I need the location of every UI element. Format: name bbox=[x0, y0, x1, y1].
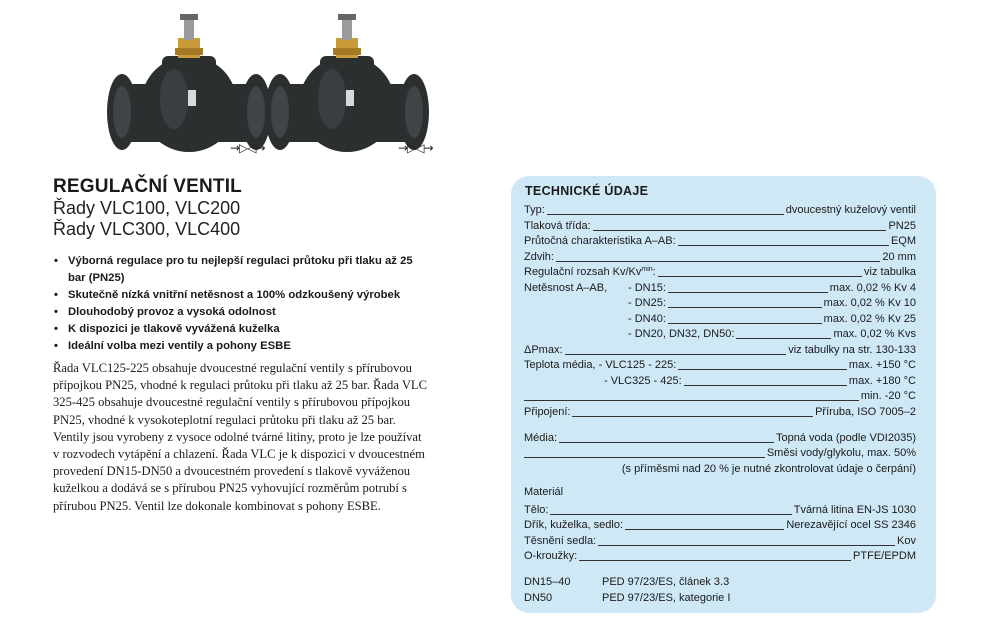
spec-row-media-2: Směsi vody/glykolu, max. 50% bbox=[524, 445, 916, 460]
spec-row-stroke: Zdvih: 20 mm bbox=[524, 251, 916, 263]
spec-row-type: Typ: dvoucestný kuželový ventil bbox=[524, 204, 916, 216]
spec-row-temp-2: - VLC325 - 425: max. +180 °C bbox=[604, 375, 916, 387]
spec-row-media-note: (s příměsmi nad 20 % je nutné zkontrolovat údaje o čerpání) bbox=[621, 463, 916, 475]
tech-title: TECHNICKÉ ÚDAJE bbox=[525, 184, 649, 198]
spec-row-temp-min: min. -20 °C bbox=[524, 388, 916, 403]
series-line: Řady VLC100, VLC200 bbox=[53, 198, 241, 218]
spec-row-pressure-class: Tlaková třída: PN25 bbox=[524, 220, 916, 232]
product-description bbox=[53, 360, 483, 515]
material-heading: Materiál bbox=[524, 486, 564, 498]
spec-row-ped-2: DN50 PED 97/23/ES, kategorie I bbox=[524, 592, 731, 604]
feature-item: • Výborná regulace pro tu nejlepší regulaci průtoku při tlaku až 25 bbox=[54, 253, 494, 270]
description-line: provedení DN15-DN50 a dvoucestném provedení s tlakově vyváženou bbox=[53, 464, 411, 479]
description-line: 325-425 obsahuje dvoucestné regulační ventily s přírubovou přípojkou bbox=[53, 395, 411, 410]
spec-row-leakage-dn15: Netěsnost A–AB, - DN15: max. 0,02 % Kv 4 bbox=[524, 282, 916, 294]
spec-row-ped-1: DN15–40 PED 97/23/ES, článek 3.3 bbox=[524, 576, 730, 588]
bullet-icon: • bbox=[54, 340, 58, 352]
description-line: přírubou PN25. Ventil lze dokonale kombinovat s pohony ESBE. bbox=[53, 498, 381, 513]
description-line: přípojkou PN25, vhodné k regulaci průtoku při tlaku až 25 bar. Řada VLC bbox=[53, 378, 428, 393]
product-title: REGULAČNÍ VENTIL bbox=[53, 176, 242, 197]
feature-item: • Ideální volba mezi ventily a pohony ESBE bbox=[54, 338, 494, 355]
description-line: v rozvodech vytápění a chlazení. Řada VLC je k dispozici v dvoucestném bbox=[53, 447, 425, 462]
description-line: kuželkou a dodává se s přírubou PN25 vyhovující rozměrům potrubí s bbox=[53, 481, 407, 496]
feature-list bbox=[54, 253, 494, 355]
spec-row-range: Regulační rozsah $Kv/Kv^{min}$: viz tabulka bbox=[524, 266, 916, 278]
bullet-icon: • bbox=[54, 323, 58, 335]
spec-row-leakage-dn25: - DN25: max. 0,02 % Kv 10 bbox=[628, 297, 916, 309]
feature-item: bar (PN25) bbox=[68, 272, 125, 284]
bullet-icon: • bbox=[54, 255, 58, 267]
flow-direction-icon: →▷◁→ bbox=[230, 141, 265, 155]
description-line: Řada VLC125-225 obsahuje dvoucestné regulační ventily s přírubovou bbox=[53, 361, 412, 375]
feature-item: • Dlouhodobý provoz a vysoká odolnost bbox=[54, 304, 494, 321]
spec-row-leakage-dn40: - DN40: max. 0,02 % Kv 25 bbox=[628, 313, 916, 325]
spec-row-body: Tělo: Tvárná litina EN-JS 1030 bbox=[524, 504, 916, 516]
spec-row-stem: Dřík, kuželka, sedlo: Nerezavějící ocel SS 2346 bbox=[524, 519, 916, 531]
spec-row-media-1: Média: Topná voda (podle VDI2035) bbox=[524, 432, 916, 444]
description-line: PN25, vhodné k vysokoteplotní regulaci průtoku při tlaku až 25 bar. bbox=[53, 412, 396, 427]
feature-item: • Skutečně nízká vnitřní netěsnost a 100% odzkoušený výrobek bbox=[54, 287, 494, 304]
series-line: Řady VLC300, VLC400 bbox=[53, 219, 241, 239]
spec-row-dpmax: ΔPmax: viz tabulky na str. 130-133 bbox=[524, 344, 916, 356]
bullet-icon: • bbox=[54, 289, 58, 301]
spec-row-connection: Připojení: Příruba, ISO 7005–2 bbox=[524, 406, 916, 418]
spec-row-leakage-dn20: - DN20, DN32, DN50: max. 0,02 % Kvs bbox=[628, 328, 916, 340]
spec-row-characteristic: Průtočná charakteristika A–AB: EQM bbox=[524, 235, 916, 247]
spec-row-temp-1: Teplota média, - VLC125 - 225: max. +150 °C bbox=[524, 359, 916, 371]
feature-item: • K dispozici je tlakově vyvážená kuželka bbox=[54, 321, 494, 338]
bullet-icon: • bbox=[54, 306, 58, 318]
spec-row-orings: O-kroužky: PTFE/EPDM bbox=[524, 550, 916, 562]
technical-data-panel bbox=[511, 176, 936, 613]
flow-direction-icon: →▷◁→ bbox=[398, 141, 433, 155]
spec-row-seal: Těsnění sedla: Kov bbox=[524, 535, 916, 547]
description-line: Ventily jsou vyrobeny z vysoce odolné tvárné litiny, proto je lze používat bbox=[53, 429, 422, 444]
